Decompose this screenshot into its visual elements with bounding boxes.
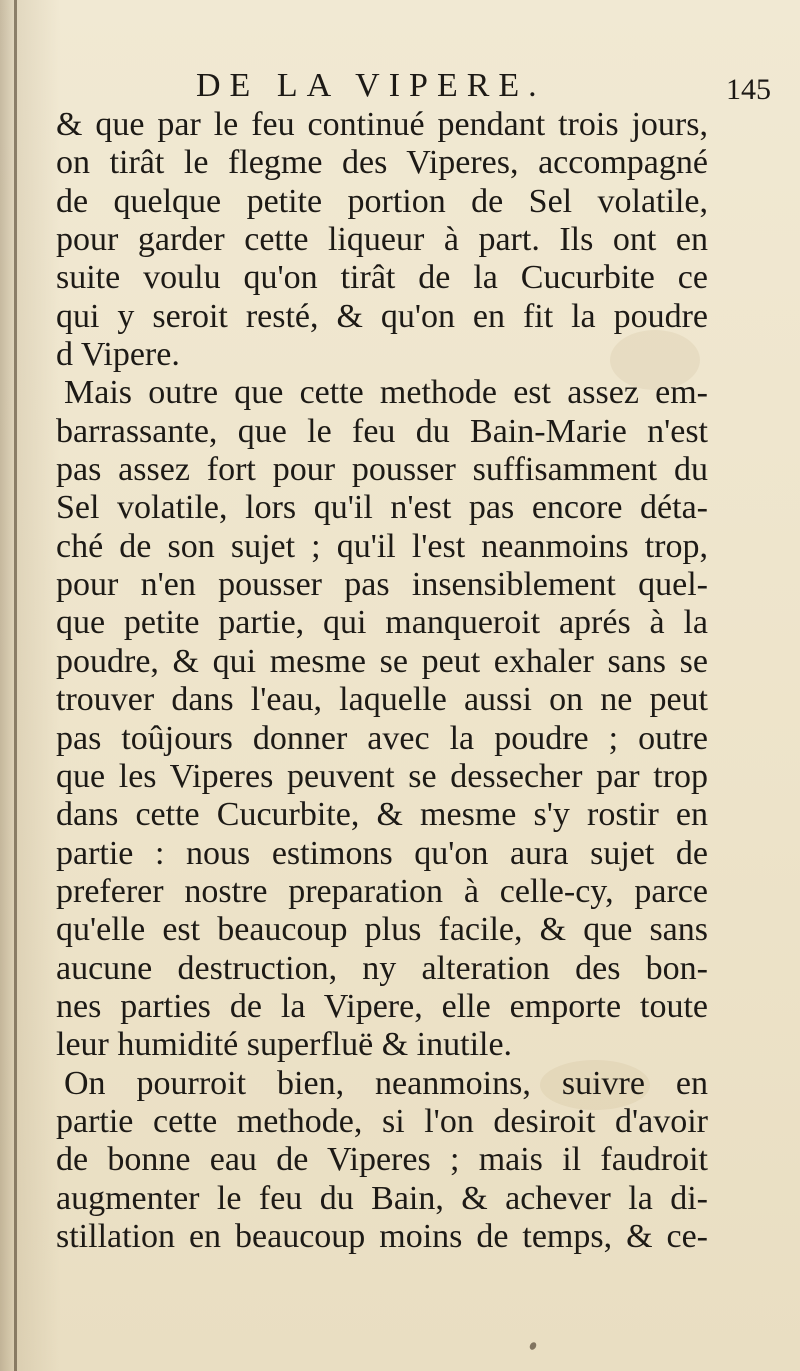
text-line: trouver dans l'eau, laquelle aussi on ne peut bbox=[56, 681, 708, 719]
text-line: On pourroit bien, neanmoins, suivre en bbox=[64, 1064, 708, 1102]
ink-speck bbox=[528, 1341, 537, 1351]
text-line: suite voulu qu'on tirât de la Cucurbite ce bbox=[56, 259, 708, 297]
text-line: barrassante, que le feu du Bain-Marie n'est bbox=[56, 412, 708, 450]
text-line: de bonne eau de Viperes ; mais il faudroit bbox=[56, 1141, 708, 1179]
text-line: stillation en beaucoup moins de temps, & ce- bbox=[56, 1217, 708, 1255]
text-line: de quelque petite portion de Sel volatile, bbox=[56, 182, 708, 220]
text-line: d Vipere. bbox=[56, 336, 180, 374]
text-line: & que par le feu continué pendant trois jours, bbox=[56, 106, 708, 143]
text-line: partie cette methode, si l'on desiroit d'avoir bbox=[56, 1102, 708, 1140]
page-number: 145 bbox=[726, 73, 771, 106]
text-line: nes parties de la Vipere, elle emporte toute bbox=[56, 987, 708, 1025]
text-line: preferer nostre preparation à celle-cy, parce bbox=[56, 872, 708, 910]
text-line: Mais outre que cette methode est assez em- bbox=[64, 374, 708, 412]
text-line: qu'elle est beaucoup plus facile, & que sans bbox=[56, 911, 708, 949]
text-line: pas toûjours donner avec la poudre ; outre bbox=[56, 719, 708, 757]
text-line: pour n'en pousser pas insensiblement quel- bbox=[56, 566, 708, 604]
page-gutter-edge bbox=[14, 0, 17, 1371]
paragraph-3 bbox=[56, 1065, 708, 1257]
paragraph-2 bbox=[56, 374, 708, 1064]
text-line: augmenter le feu du Bain, & achever la di- bbox=[56, 1179, 708, 1217]
text-line: leur humidité superfluë & inutile. bbox=[56, 1026, 513, 1064]
paragraph-1 bbox=[56, 106, 708, 374]
body-text bbox=[56, 106, 708, 1256]
text-line: aucune destruction, ny alteration des bon- bbox=[56, 949, 708, 987]
text-line: que petite partie, qui manqueroit aprés à la bbox=[56, 604, 708, 642]
text-line: pour garder cette liqueur à part. Ils ont en bbox=[56, 221, 708, 259]
text-line: que les Viperes peuvent se dessecher par trop bbox=[56, 757, 708, 795]
text-line: poudre, & qui mesme se peut exhaler sans se bbox=[56, 642, 708, 680]
text-line: on tirât le flegme des Viperes, accompagné bbox=[56, 144, 708, 182]
text-line: Sel volatile, lors qu'il n'est pas encore déta- bbox=[56, 489, 708, 527]
page-header bbox=[0, 66, 800, 106]
text-line: qui y seroit resté, & qu'on en fit la poudre bbox=[56, 297, 708, 335]
text-line: partie : nous estimons qu'on aura sujet de bbox=[56, 834, 708, 872]
running-title: DE LA VIPERE. bbox=[196, 67, 546, 104]
text-line: pas assez fort pour pousser suffisamment du bbox=[56, 451, 708, 489]
text-line: dans cette Cucurbite, & mesme s'y rostir en bbox=[56, 796, 708, 834]
text-line: ché de son sujet ; qu'il l'est neanmoins trop, bbox=[56, 527, 708, 565]
